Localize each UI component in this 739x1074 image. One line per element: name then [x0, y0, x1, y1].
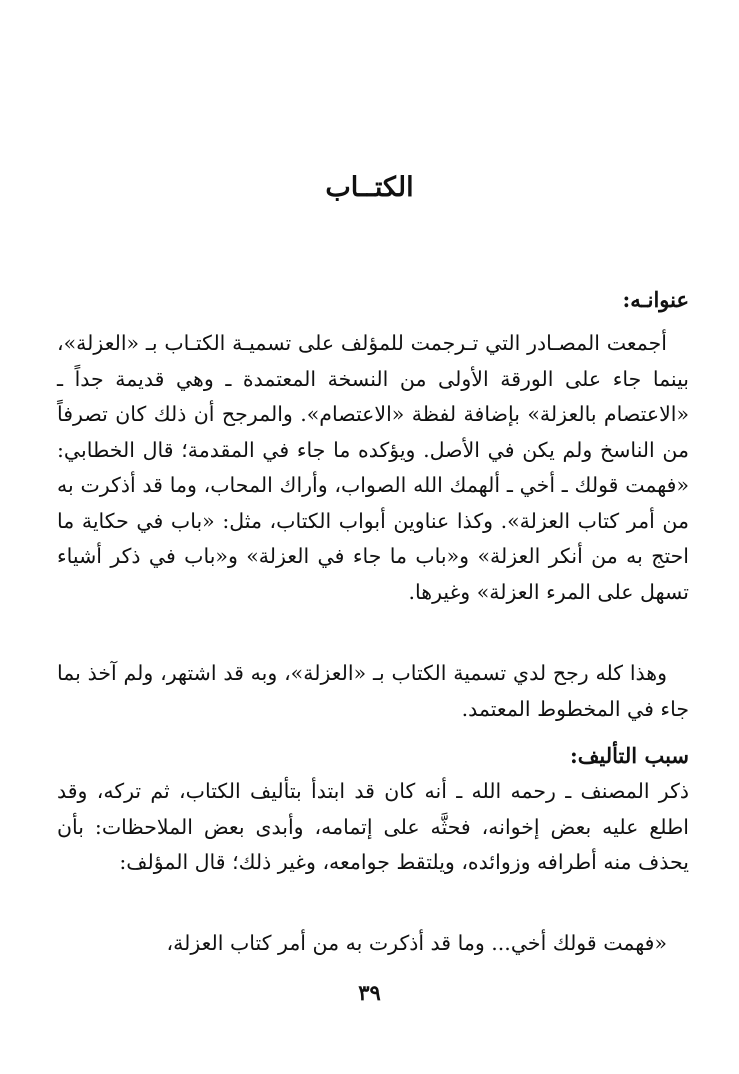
section-heading-reason: سبب التأليف: — [569, 743, 689, 768]
reason-section-body — [57, 774, 689, 881]
reason-section-quote — [57, 926, 689, 962]
title-section-body — [57, 326, 689, 610]
chapter-title: الكتــاب — [325, 172, 414, 203]
title-paragraph-2: وهذا كله رجح لدي تسمية الكتاب بـ «العزلة»، وبه قد اشتهر، ولم آخذ بما جاء في المخطوط المعتمد. — [57, 661, 689, 721]
quote-line: «فهمت قولك أخي... وما قد أذكرت به من أمر كتاب العزلة، — [166, 931, 667, 955]
reason-paragraph-1: ذكر المصنف ـ رحمه الله ـ أنه كان قد ابتدأ بتأليف الكتاب، ثم تركه، وقد اطلع عليه بعض إخوانه، فحثَّه على إتمامه، وأبدى بعض الملاحظات: بأن يحذف منه أطرافه وزوائده، ويلتقط جوامعه، وغير ذلك؛ قال المؤلف: — [57, 779, 689, 874]
section-heading-title: عنوانـه: — [622, 287, 689, 312]
title-paragraph-1: أجمعت المصـادر التي تـرجمت للمؤلف على تسميـة الكتـاب بـ «العزلة»، بينما جاء على الورقة الأولى من النسخة المعتمدة ـ وهي قديمة جداً ـ «الاعتصام بالعزلة» بإضافة لفظة «الاعتصام». والمرجح أن ذلك كان تصرفاً من الناسخ ولم يكن في الأصل. ويؤكده ما جاء في المقدمة؛ قال الخطابي: «فهمت قولك ـ أخي ـ ألهمك الله الصواب، وأراك المحاب، وما قد أذكرت به من أمر كتاب العزلة». وكذا عناوين أبواب الكتاب، مثل: «باب في حكاية ما احتج به من أنكر العزلة» و«باب ما جاء في العزلة» و«باب في ذكر أشياء تسهل على المرء العزلة» وغيرها. — [57, 331, 689, 604]
title-section-conclusion — [57, 656, 689, 727]
page-number: ٣٩ — [358, 980, 381, 1005]
